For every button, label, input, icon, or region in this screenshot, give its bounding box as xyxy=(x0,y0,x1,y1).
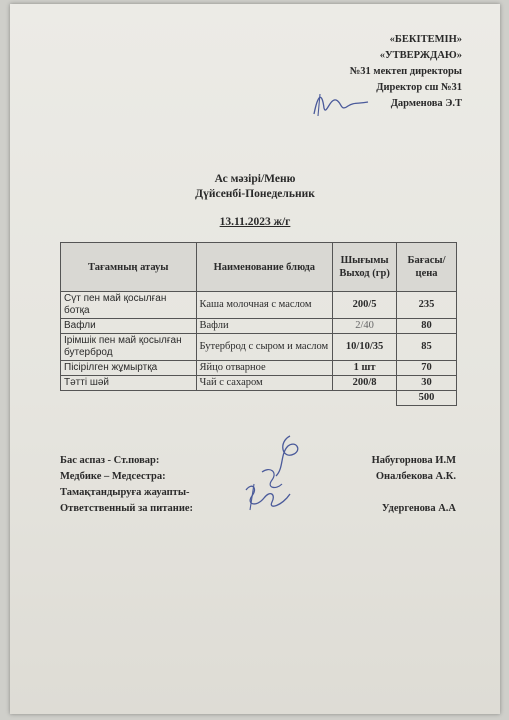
dish-name-ru: Каша молочная с маслом xyxy=(196,292,333,319)
dish-name-kz: Сүт пен май қосылған ботқа xyxy=(61,292,197,319)
dish-name-ru: Вафли xyxy=(196,319,333,334)
header-name-kz: Тағамның атауы xyxy=(61,243,197,292)
dish-yield: 200/8 xyxy=(333,376,397,391)
responsible-role-kz: Тамақтандыруға жауапты- xyxy=(60,487,190,498)
dish-yield: 200/5 xyxy=(333,292,397,319)
table-row xyxy=(61,361,457,376)
dish-yield: 1 шт xyxy=(333,361,397,376)
menu-day: Дүйсенбі-Понедельник xyxy=(195,188,315,200)
staff-row-cook xyxy=(60,453,456,469)
approval-director-ru: Директор сш №31 xyxy=(376,82,462,93)
header-yield: Шығымы Выход (гр) xyxy=(333,243,397,292)
dish-name-kz: Ірімшік пен май қосылған бутерброд xyxy=(61,334,197,361)
dish-price: 80 xyxy=(397,319,457,334)
menu-date: 13.11.2023 ж/г xyxy=(219,216,291,228)
table-row xyxy=(61,376,457,391)
menu-title: Ас мәзірі/Меню xyxy=(214,173,296,185)
dish-name-ru: Бутерброд с сыром и маслом xyxy=(196,334,333,361)
dish-price: 30 xyxy=(397,376,457,391)
staff-row-responsible-kz xyxy=(60,485,456,501)
nurse-role: Медбике – Медсестра: xyxy=(60,471,166,482)
cook-name: Набугорнова И.М xyxy=(371,455,456,466)
staff-row-responsible-ru xyxy=(60,501,456,517)
staff-row-nurse xyxy=(60,469,456,485)
table-row xyxy=(61,319,457,334)
cook-role: Бас аспаз - Ст.повар: xyxy=(60,455,160,466)
dish-name-ru: Яйцо отварное xyxy=(196,361,333,376)
approval-director-kz: №31 мектеп директоры xyxy=(349,66,462,77)
dish-name-kz: Вафли xyxy=(61,319,197,334)
table-row xyxy=(61,334,457,361)
director-signature xyxy=(310,88,372,118)
dish-price: 235 xyxy=(397,292,457,319)
menu-heading xyxy=(10,172,500,202)
approval-director-name: Дарменова Э.Т xyxy=(390,98,462,109)
dish-yield: 10/10/35 xyxy=(333,334,397,361)
dish-yield: 2/40 xyxy=(333,319,397,334)
table-row xyxy=(61,292,457,319)
approval-line-kz: «БЕКІТЕМІН» xyxy=(389,34,462,45)
nurse-name: Оналбекова А.К. xyxy=(375,471,456,482)
header-name-ru: Наименование блюда xyxy=(196,243,333,292)
responsible-name: Удергенова А.А xyxy=(381,503,456,514)
menu-table xyxy=(60,242,457,406)
table-header-row xyxy=(61,243,457,292)
dish-price: 85 xyxy=(397,334,457,361)
dish-price: 70 xyxy=(397,361,457,376)
dish-name-kz: Пісірілген жұмыртқа xyxy=(61,361,197,376)
dish-name-ru: Чай с сахаром xyxy=(196,376,333,391)
menu-document xyxy=(10,4,500,714)
responsible-role-ru: Ответственный за питание: xyxy=(60,503,194,514)
table-total-row xyxy=(61,391,457,406)
total-price: 500 xyxy=(397,391,457,406)
approval-line-ru: «УТВЕРЖДАЮ» xyxy=(379,50,462,61)
staff-block xyxy=(60,453,456,517)
dish-name-kz: Тәтті шәй xyxy=(61,376,197,391)
header-price: Бағасы/ цена xyxy=(397,243,457,292)
